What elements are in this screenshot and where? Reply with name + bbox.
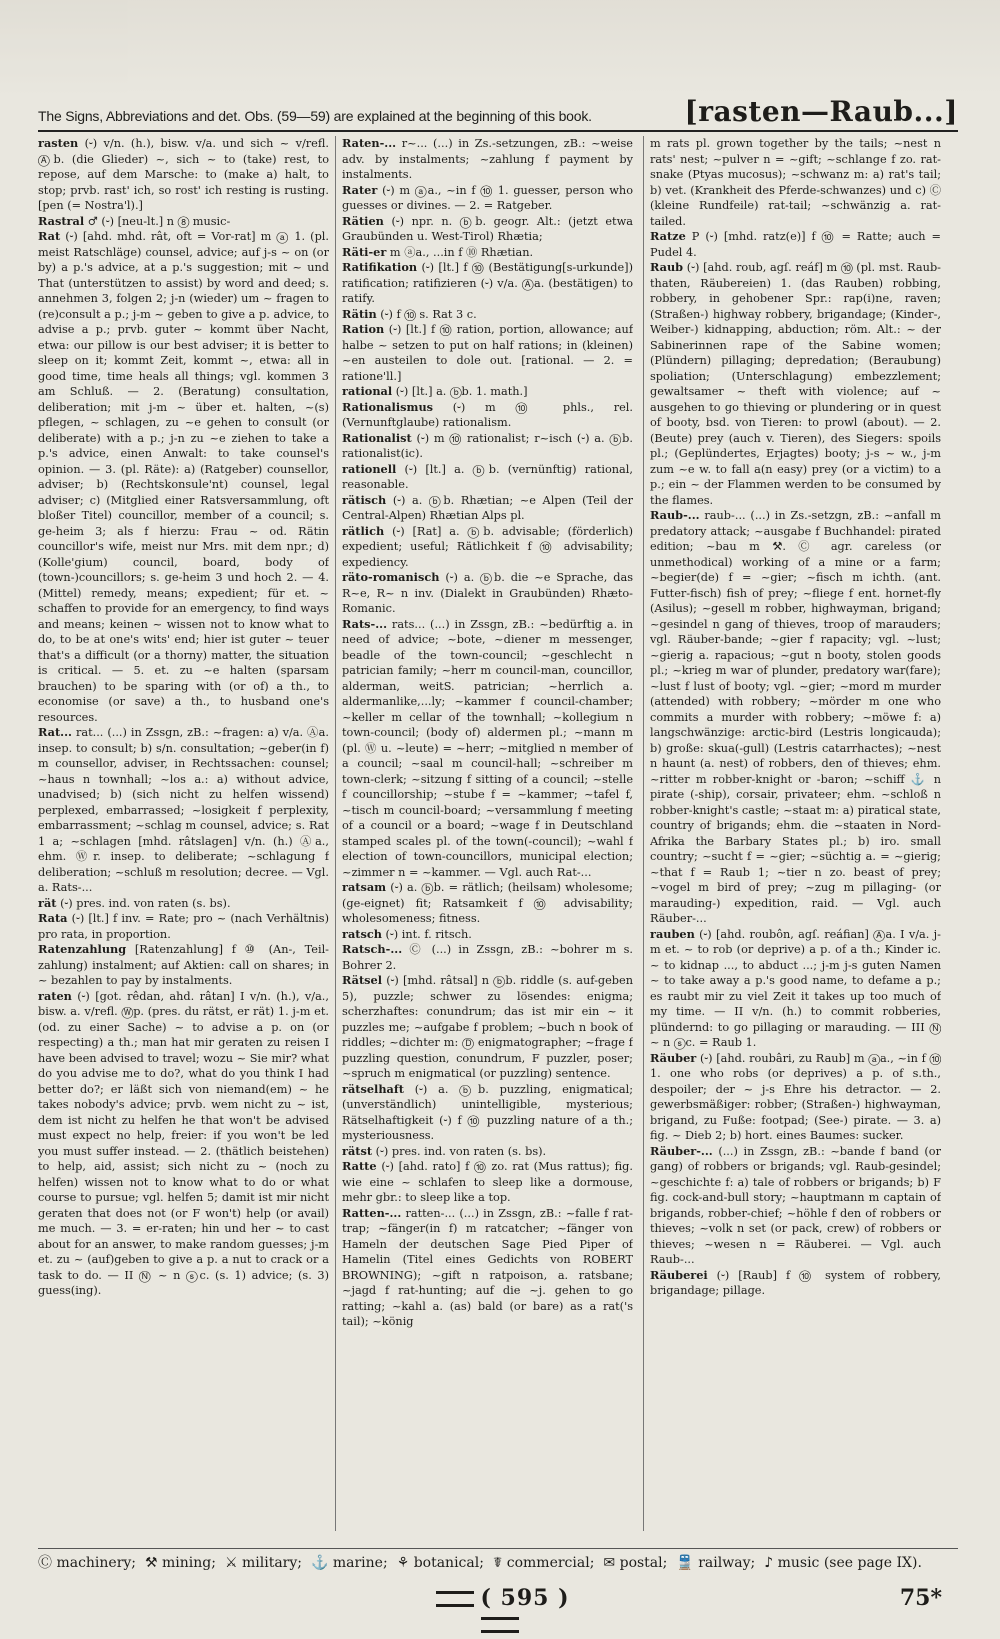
dictionary-entry (342, 617, 633, 881)
decorative-bar (481, 1617, 519, 1633)
entry-text: (⏑) [ahd. roubâri, zu Raub] m ⓐa., ~in f ⑩ 1. one who robs (or deprives) a p. of s.th., despoiler; der ~ j-s Ehre his detractor. — 2. gewerbsmäßiger: robber; (Straßen-) highwayman, brigand, zu Fuße: footpad; (See-) pirate. — 3. a) fig. ~ Dieb 2; b) hort. eines Baumes: sucker. (650, 1051, 941, 1142)
headword: rasten (38, 136, 79, 150)
entry-text: (⏑) [lt.] f ⑩ ration, portion, allowance; auf halbe ~ setzen to put on half rations; in (kleinen) ~en austeilen to dole out. [rational. — 2. = ratione'll.] (342, 323, 633, 383)
dictionary-entry (38, 911, 329, 942)
entry-text: (⏑) [lt.] a. ⓑb. 1. math.] (395, 385, 528, 398)
dictionary-entry (342, 260, 633, 307)
entry-text: Ⓒ (...) in Zssgn, zB.: ~bohrer m s. Bohrer 2. (342, 943, 633, 972)
entry-text: m rats pl. grown together by the tails; ~nest n rats' nest; ~pulver n = ~gift; ~schlange f zo. rat-snake (Ptyas mucosus); ~schwanz m: a) rat's tail; b) vet. (Krankheit des Pferde-schwanzes) und c) Ⓒ (kleine Rundfeile) rat-tail; ~schwänzig a. rat-tailed. (650, 137, 941, 228)
entry-text: (⏑) a. ⓑb. = rätlich; (heilsam) wholesome; (ge-eignet) fit; Ratsamkeit f ⑩ advisability; wholesomeness; fitness. (342, 881, 633, 925)
page-number (420, 1585, 580, 1637)
headword: Räuberei (650, 1267, 708, 1282)
column-divider (643, 136, 644, 1531)
dictionary-entry (650, 136, 941, 229)
entry-text: (⏑) npr. n. ⓑb. geogr. Alt.: (jetzt etwa Graubünden u. West-Tirol) Rhætia; (342, 214, 633, 243)
headword: rauben (650, 926, 695, 941)
page-range-title: [rasten—Raub...] (684, 95, 958, 128)
headword: Ratze (650, 229, 686, 243)
entry-text: (⏑) f ⑩ s. Rat 3 c. (380, 307, 477, 321)
headword: rational (342, 384, 393, 398)
entry-text: (⏑) [Rat] a. ⓑb. advisable; (förderlich) expedient; useful; Rätlichkeit f ⑩ advisability; expediency. (342, 524, 633, 569)
entry-text: (⏑) [lt.] f ⑩ (Bestätigung[s-urkunde]) ratification; ratifizieren (⏑) v/a. Ⓐa. (bestätigen) to ratify. (342, 261, 633, 305)
entry-text: (⏑) int. f. ritsch. (385, 927, 472, 941)
dictionary-entry (650, 1268, 941, 1299)
headword: rationell (342, 461, 397, 476)
headword: ratsam (342, 880, 387, 894)
headword: Ration (342, 322, 385, 336)
entry-text: (⏑) [ahd. roubôn, agſ. reáfian] Ⓐa. I v/a. j-m et. ~ to rob (or deprive) a p. of a th.; Kinder ic. ~ to kidnap ..., to abduct ...; j-m j-s guten Namen ~ to take away a p.'s good name, to defame a p.; es raubt mir zu viel Zeit it takes up too much of my time. — II v/n. (h.) to commit robberies, plündernd: to go pillaging or marauding. — III Ⓝ ~ n ⓢc. = Raub 1. (650, 927, 941, 1049)
entry-text: (⏑) a. ⓑb. puzzling, enigmatical; (unverständlich) unintelligible, mysterious; Rätselhaftigkeit (⏑) f ⑩ puzzling nature of a th.; mysteriousness. (342, 1082, 633, 1142)
headword: rätselhaft (342, 1081, 404, 1096)
dictionary-entry (38, 725, 329, 896)
headword: ratsch (342, 926, 382, 941)
entry-text: (⏑) m ⓐa., ~in f ⑩ 1. guesser, person who guesses or divines. — 2. = Ratgeber. (342, 183, 633, 212)
dictionary-entry (342, 1206, 633, 1330)
dictionary-entry (650, 927, 941, 1051)
dictionary-entry (38, 229, 329, 725)
anchor-legend-item: ⚓ marine; (310, 1555, 388, 1571)
entry-text: (⏑) [ahd. rato] f ⑩ zo. rat (Mus rattus); fig. wie eine ~ schlafen to sleep like a dormouse, mehr gbr.: to sleep like a top. (342, 1160, 633, 1204)
dictionary-entry (342, 462, 633, 493)
symbol-legend (38, 1548, 958, 1576)
dictionary-entry (342, 1082, 633, 1144)
column-2 (342, 136, 633, 1531)
headword: Rater (342, 182, 378, 197)
dictionary-entry (650, 508, 941, 927)
column-3 (650, 136, 941, 1531)
headword: Rationalismus (342, 399, 434, 414)
headword: Rata (38, 911, 68, 925)
entry-text: (⏑) a. ⓑb. die ~e Sprache, das R~e, R~ n inv. (Dialekt in Graubünden) Rhæto-Romanic. (342, 571, 633, 615)
dictionary-entry (342, 1144, 633, 1160)
dictionary-entry (342, 307, 633, 323)
headword: Rätien (342, 213, 384, 228)
dictionary-entry (38, 989, 329, 1299)
headword: Räuber (650, 1050, 697, 1065)
dictionary-entry (342, 524, 633, 571)
entry-text: (⏑) [Raub] f ⑩ system of robbery, brigandage; pillage. (650, 1268, 941, 1297)
hammers-legend-item: ⚒ mining; (145, 1555, 216, 1571)
entry-text: (⏑) [mhd. râtsal] n ⓑb. riddle (s. auf-geben 5), puzzle; schwer zu lösendes: enigma; scherzhaftes: conundrum; das ist mir ein ~ it puzzles me; ~aufgabe f problem; ~buch n book of riddles; ~dichter m: Ⓓ enigmatographer; ~frage f puzzling question, conundrum, F puzzler, poser; ~spruch m enigmatical (or puzzling) sentence. (342, 974, 633, 1080)
entry-text: P (⏑) [mhd. ratz(e)] f ⑩ = Ratte; auch = Pudel 4. (650, 230, 941, 259)
dictionary-entry (342, 322, 633, 384)
headword: raten (38, 988, 72, 1003)
dictionary-entry (342, 493, 633, 524)
dictionary-entry (342, 183, 633, 214)
page-header (38, 92, 958, 132)
entry-text: ♂ (⏑) [neu-lt.] n ⑧ music- (87, 214, 231, 228)
headword: Rätsel (342, 973, 383, 987)
dictionary-entry (650, 1144, 941, 1268)
dictionary-entry (342, 1159, 633, 1206)
entry-text: ratten-... (...) in Zssgn, zB.: ~falle f rat-trap; ~fänger(in f) m ratcatcher; ~fänger von Hameln der deutschen Sage Pied Piper of Hamelin (Titel eines Gedichts von ROBERT BROWNING); ~gift n ratpoison, a. ratsbane; ~jagd f rat-hunting; auf die ~j. gehen to go ratting; ~kahl a. (as) bald (or bare) as a rat('s tail); ~könig (342, 1206, 633, 1328)
dictionary-entry (38, 136, 329, 214)
dictionary-entry (342, 942, 633, 973)
headword: räto-romanisch (342, 570, 440, 584)
headword: Ratifikation (342, 260, 418, 274)
dictionary-entry (342, 400, 633, 431)
dictionary-entry (342, 431, 633, 462)
dictionary-entry (38, 942, 329, 989)
flower-legend-item: ⚘ botanical; (396, 1555, 484, 1571)
headword: Ratenzahlung (38, 942, 127, 956)
page-footer (0, 1585, 1000, 1625)
entry-text: r~... (...) in Zs.-setzungen, zB.: ~weise adv. by instalments; ~zahlung f payment by instalments. (342, 137, 633, 181)
headword: Raub (650, 260, 684, 274)
entry-text: rats... (...) in Zssgn, zB.: ~bedürftig a. in need of advice; ~bote, ~diener m messenger, beadle of the town-council; ~geschlecht n patrician family; ~herr m council-man, councillor, alderman, weitS. patrician; ~herrlich a. aldermanlike,...ly; ~kammer f council-chamber; ~keller m cellar of the townhall; ~kollegium n town-council; (body of) aldermen pl.; ~mann m (pl. Ⓦ u. ~leute) = ~herr; ~mitglied n member of a council; ~saal m council-hall; ~schreiber m town-clerk; ~sitzung f sitting of a council; ~stelle f councillorship; ~stube f = ~kammer; ~tafel f, ~tisch m council-board; ~versammlung f meeting of a council or a board; ~wage f in Deutschland stamped scales pl. of the town(-council); ~wahl f election of town-councillors, municipal election; ~zimmer n = ~kammer. — Vgl. auch Rat-... (342, 617, 633, 879)
entry-text: (⏑) pres. ind. von raten (s. bs). (375, 1144, 547, 1158)
headword: Rätin (342, 306, 377, 321)
dictionary-entry (38, 896, 329, 912)
entry-text: (...) in Zssgn, zB.: ~bande f band (or gang) of robbers or brigands; vgl. Raub-gesindel; ~geschichte f: a) tale of robbers or brigands; b) F fig. cock-and-bull story; ~hauptmann m captain of brigands, robber-chief; ~höhle f den of robbers or thieves; ~volk n set (or pack, crew) of robbers or thieves; ~wesen n = Räuberei. — Vgl. auch Raub-... (650, 1144, 941, 1266)
headword: Rastral (38, 213, 85, 228)
railway-legend-item: 🚆 railway; (676, 1555, 756, 1571)
headword: Räuber-... (650, 1143, 713, 1158)
gear-legend-item: Ⓒ machinery; (38, 1555, 137, 1571)
entry-text: (⏑) pres. ind. von raten (s. bs). (60, 896, 231, 910)
headword: Rats-... (342, 616, 388, 631)
entry-text: (⏑) v/n. (h.), bisw. v/a. und sich ~ v/refl. Ⓐb. (die Glieder) ~, sich ~ to (take) rest, to repose, auf dem Marsche: to (make a) halt, to stop; prvb. rast' ich, so rost' ich resting is rusting. [pen (= Nostra'l).] (38, 137, 329, 212)
entry-text: (⏑) [ahd. roub, agſ. reáf] m ⑩ (pl. mst. Raub-thaten, Räubereien) 1. (das Rauben) robbing, robbery, in gehobener Spr.: rap(i)ne, raven; (Straßen-) highway robbery, brigandage; (Kinder-, Weiber-) kidnapping, abduction; röm. Alt.: ~ der Sabinerinnen rape of the Sabine women; (Plündern) pillaging; depredation; (Beraubung) spoliation; (Unterschlagung) embezzlement; gewaltsamer ~ theft with violence; auf ~ ausgehen to go thieving or plundering or in quest of booty, bsd. von Tieren: to prowl (about). — 2. (Beute) prey (auch v. Tieren), des Siegers: spoils pl.; (Geplündertes, Erjagtes) booty; j-s ~ w., j-m zum ~e w. to fall a(n easy) prey (or a victim) to a p.; ein ~ der Flammen werden to be consumed by the flames. (650, 261, 941, 507)
header-note: The Signs, Abbreviations and det. Obs. (59—59) are explained at the beginning of this book. (38, 108, 592, 124)
dictionary-entry (342, 384, 633, 400)
swords-legend-item: ⚔ military; (224, 1555, 302, 1571)
signature-mark: 75* (899, 1585, 942, 1611)
page-number-text: ( 595 ) (480, 1585, 570, 1611)
headword: rätlich (342, 523, 385, 538)
headword: Raub-... (650, 508, 700, 522)
entry-text: rat... (...) in Zssgn, zB.: ~fragen: a) v/a. Ⓐa. insep. to consult; b) s/n. consultation; ~geber(in f) m counsellor, adviser, in Rechtssachen: counsel; ~haus n townhall; ~los a.: a) without advice, unadvised; b) (sich nicht zu helfen wissend) perplexed, embarrassed; ~losigkeit f perplexity, embarrassment; ~schlag m counsel, advice; s. Rat 1 a; ~schlagen [mhd. râtslagen] v/n. (h.) Ⓐa., ehm. Ⓦr. insep. to deliberate; ~schlagung f deliberation; ~schluß m resolution; decree. — Vgl. a. Rats-... (38, 726, 329, 894)
dictionary-entry (342, 136, 633, 183)
entry-text: (⏑) [got. rêdan, ahd. râtan] I v/n. (h.), v/a., bisw. a. v/refl. Ⓦp. (pres. du rätst, er rät) 1. j-m et. (od. zu einer Sache) ~ to advise a p. on (or respecting) a th.; man hat mir geraten zu reisen I have been advised to travel; wozu ~ Sie mir? what do you advise me to do?, what do you think I had better do?; er läßt sich von niemand(em) ~ he takes nobody's advice; prvb. wem nicht zu ~ ist, dem ist nicht zu helfen he that won't be advised must expect no help, freier: if you won't be led you must suffer instead. — 2. (thätlich beistehen) to help, aid, assist; sich nicht zu ~ (noch zu helfen) wissen not to know what to do or what course to pursue; vgl. helfen 5; damit ist mir nicht geraten that does not (or F won't) help (or avail) me much. — 3. = er-raten; hin und her ~ to cast about for an answer, to make random guesses; j-m et. zu ~ (auf)geben to give a p. a nut to crack or a task to do. — II Ⓝ ~ n ⓢc. (s. 1) advice; (s. 3) guess(ing). (38, 989, 329, 1297)
entry-text: (⏑) m ⑩ phls., rel. (Vernunftglaube) rationalism. (342, 400, 633, 429)
decorative-bar (436, 1591, 474, 1607)
entry-text: (⏑) [ahd. mhd. rât, oft = Vor-rat] m ⓐ 1. (pl. meist Ratschläge) counsel, advice; auf j-s ~ on (or by) a p.'s advice, at a p.'s suggestion; mit ~ und That (unterstützen to assist) by word and deed; s. annehmen 3, folgen 2; j-n (wieder) um ~ fragen to (re)consult a p.; j-m ~ geben to give a p. advice, to advise a p.; prvb. guter ~ kommt über Nacht, etwa: our pillow is our best adviser; it is better to sleep on it; kommt Zeit, kommt ~, etwa: all in good time, time heals all things; vgl. kommen 3 am Schluß. — 2. (Beratung) consultation, deliberation; mit j-m ~ über et. halten, ~(s) pflegen, ~ schlagen, zu ~e gehen to consult (or deliberate) with a p.; j-n zu ~e ziehen to take a p.'s advice, einen Anwalt: to take counsel's opinion. — 3. (pl. Räte): a) (Ratgeber) counsellor, adviser; b) (Rechtskonsule'nt) counsel, legal adviser; c) (Mitglied einer Ratsversammlung, oft bloßer Titel) councillor, member of a council; s. ge-heim 3; als f hierzu: Frau ~ od. Rätin councillor's wife, meist nur Mrs. mit dem npr.; d) (Kolle'gium) council, board, body of (town-)councillors; s. ge-heim 3 und hoch 2. — 4. (Mittel) remedy, means; expedient; für et. ~ schaffen to provide for an emergency, to find ways and means; keinen ~ wissen not to know what to do, to be at one's wits' end; hier ist guter ~ teuer that's a difficult (or a thorny) matter, the situation is critical. — 5. et. zu ~e halten (sparsam brauchen) to be sparing with (or of) a th., to economise (or save) a th., to husband one's resources. (38, 230, 329, 724)
entry-text: raub-... (...) in Zs.-setzgn, zB.: ~anfall m predatory attack; ~ausgabe f Buchhandel: pirated edition; ~bau m ⚒. Ⓒ agr. careless (or unmethodical) working of a mine or a farm; ~begier(de) f = ~gier; ~fisch m ichth. (ant. Futter-fisch) fish of prey; ~fliege f ent. hornet-fly (Asilus); ~gesell m robber, highwayman, brigand; ~gesindel n gang of thieves, troop of marauders; vgl. Räuber-bande; ~gier f rapacity; vgl. ~lust; ~gierig a. rapacious; ~gut n booty, stolen goods pl.; ~krieg m war of plunder, predatory war(fare); ~lust f lust of booty; vgl. ~gier; ~mord m murder (attended) with robbery; ~mörder m one who commits a murder with robbery; ~möwe f: a) langschwänzige: arctic-bird (Lestris longicauda); b) große: skua(-gull) (Lestris catarrhactes); ~nest n haunt (a. nest) of robbers, den of thieves; ehm. ~ritter m robber-knight or -baron; ~schiff ⚓ n pirate (-ship), corsair, privateer; ehm. ~schloß n robber-knight's castle; ~staat m: a) piratical state, country of brigands; ehm. die ~staaten in Nord-Afrika the Barbary States pl.; b) iro. small country; ~sucht f = ~gier; ~süchtig a. = ~gierig; ~that f = Raub 1; ~tier n zo. beast of prey; ~vogel m bird of prey; ~zug m pillaging- (or marauding-) expedition, raid. — Vgl. auch Räuber-... (650, 509, 941, 925)
dictionary-entry (342, 973, 633, 1082)
text-columns (38, 136, 958, 1531)
dictionary-entry (342, 245, 633, 261)
headword: Ratten-... (342, 1205, 402, 1220)
entry-text: m ⓐa., ...in f ⑩ Rhætian. (389, 245, 534, 259)
music-note-legend-item: ♪ music (see page IX). (764, 1555, 922, 1571)
headword: Ratsch-... (342, 942, 403, 956)
headword: Raten-... (342, 136, 397, 150)
dictionary-entry (342, 570, 633, 617)
headword: rätst (342, 1143, 373, 1158)
dictionary-entry (342, 927, 633, 943)
entry-text: (⏑) [lt.] a. ⓑb. (vernünftig) rational, reasonable. (342, 462, 633, 491)
headword: Rat... (38, 725, 72, 739)
entry-text: [Ratenzahlung] f ⑩ (An-, Teil-zahlung) instalment; auf Aktien: call on shares; in ~ bezahlen to pay by instalments. (38, 943, 329, 987)
headword: Rat (38, 229, 61, 243)
column-1 (38, 136, 329, 1531)
headword: Ratte (342, 1159, 377, 1173)
entry-text: (⏑) m ⑩ rationalist; r~isch (⏑) a. ⓑb. rationalist(ic). (342, 431, 633, 460)
dictionary-entry (342, 214, 633, 245)
dictionary-entry (650, 260, 941, 508)
dictionary-entry (342, 880, 633, 927)
dictionary-entry (650, 1051, 941, 1144)
column-divider (335, 136, 336, 1531)
headword: Räti-er (342, 244, 387, 259)
bleed-through-area (0, 0, 1000, 95)
entry-text: (⏑) [lt.] f inv. = Rate; pro ~ (nach Verhältnis) pro rata, in proportion. (38, 912, 329, 941)
headword: Rationalist (342, 430, 412, 445)
entry-text: (⏑) a. ⓑb. Rhætian; ~e Alpen (Teil der Central-Alpen) Rhætian Alps pl. (342, 493, 633, 522)
bleed-through-text (40, 58, 49, 91)
caduceus-legend-item: ☤ commercial; (492, 1555, 595, 1571)
headword: rät (38, 895, 57, 910)
headword: rätisch (342, 492, 387, 507)
post-horn-legend-item: ✉ postal; (603, 1555, 668, 1571)
dictionary-entry (650, 229, 941, 260)
dictionary-entry (38, 214, 329, 230)
